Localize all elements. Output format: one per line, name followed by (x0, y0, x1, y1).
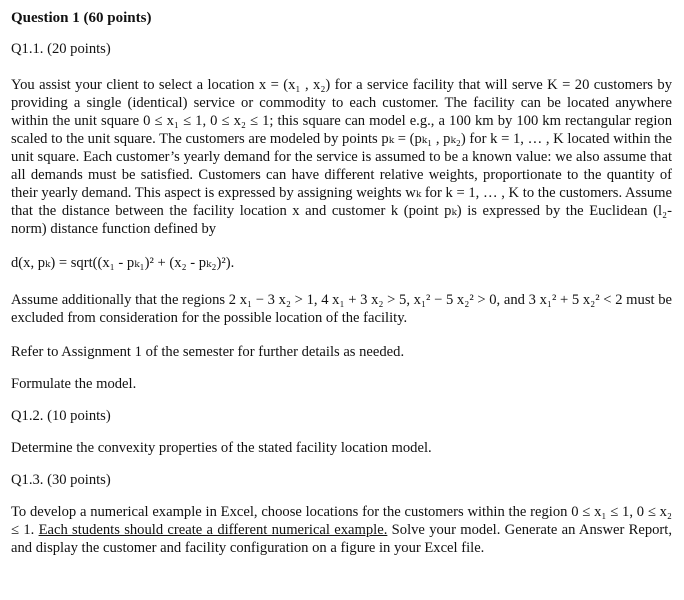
q13-text-after: Solve your model. Generate an Answer Report, and display the customer and facility configuration on a figure in your Excel file. (11, 522, 672, 556)
q12-heading: Q1.2. (10 points) (11, 408, 111, 424)
q13-heading: Q1.3. (30 points) (11, 472, 111, 488)
refer-text: Refer to Assignment 1 of the semester for further details as needed. (11, 344, 405, 360)
distance-formula: d(x, pₖ) = sqrt((x₁ - pₖ₁)² + (x₂ - pₖ₂)²). (11, 255, 235, 271)
q12-task: Determine the convexity properties of the stated facility location model. (11, 440, 432, 456)
q11-task: Formulate the model. (11, 376, 137, 392)
q13-text-before: To develop a numerical example in Excel, choose locations for the customers within the region 0 ≤ x₁ ≤ 1, 0 ≤ x₂ ≤ 1. (11, 504, 672, 538)
q11-problem-paragraph: You assist your client to select a location x = (x₁ , x₂) for a service facility that will serve K = 20 customers by providing a single (identical) service or commodity to each customer. The facility can be located anywhere within the unit square 0 ≤ x₁ ≤ 1, 0 ≤ x₂ ≤ 1; this square can model e.g., a 100 km by 100 km rectangular region scaled to the unit square. The customers are modeled by points pₖ = (pₖ₁ , pₖ₂) for k = 1, … , K located within the unit square. Each customer’s yearly demand for the service is assumed to be a known value: we also assume that all demands must be satisfied. Customers can have different relative weights, proportionate to the quantity of their yearly demand. This aspect is expressed by assigning weights wₖ for k = 1, … , K to the customers. Assume that the distance between the facility location x and customer k (point pₖ) is expressed by the Euclidean (l₂-norm) distance function defined by (11, 77, 672, 237)
q13-underlined-text: Each students should create a different numerical example. (38, 522, 388, 538)
q11-heading: Q1.1. (20 points) (11, 41, 111, 57)
exclusion-paragraph: Assume additionally that the regions 2 x₁ − 3 x₂ > 1, 4 x₁ + 3 x₂ > 5, x₁² − 5 x₂² > 0, and 3 x₁² + 5 x₂² < 2 must be excluded from consideration for the possible location of the facility. (11, 292, 672, 326)
q13-paragraph (11, 503, 672, 557)
question-title: Question 1 (60 points) (11, 10, 152, 26)
